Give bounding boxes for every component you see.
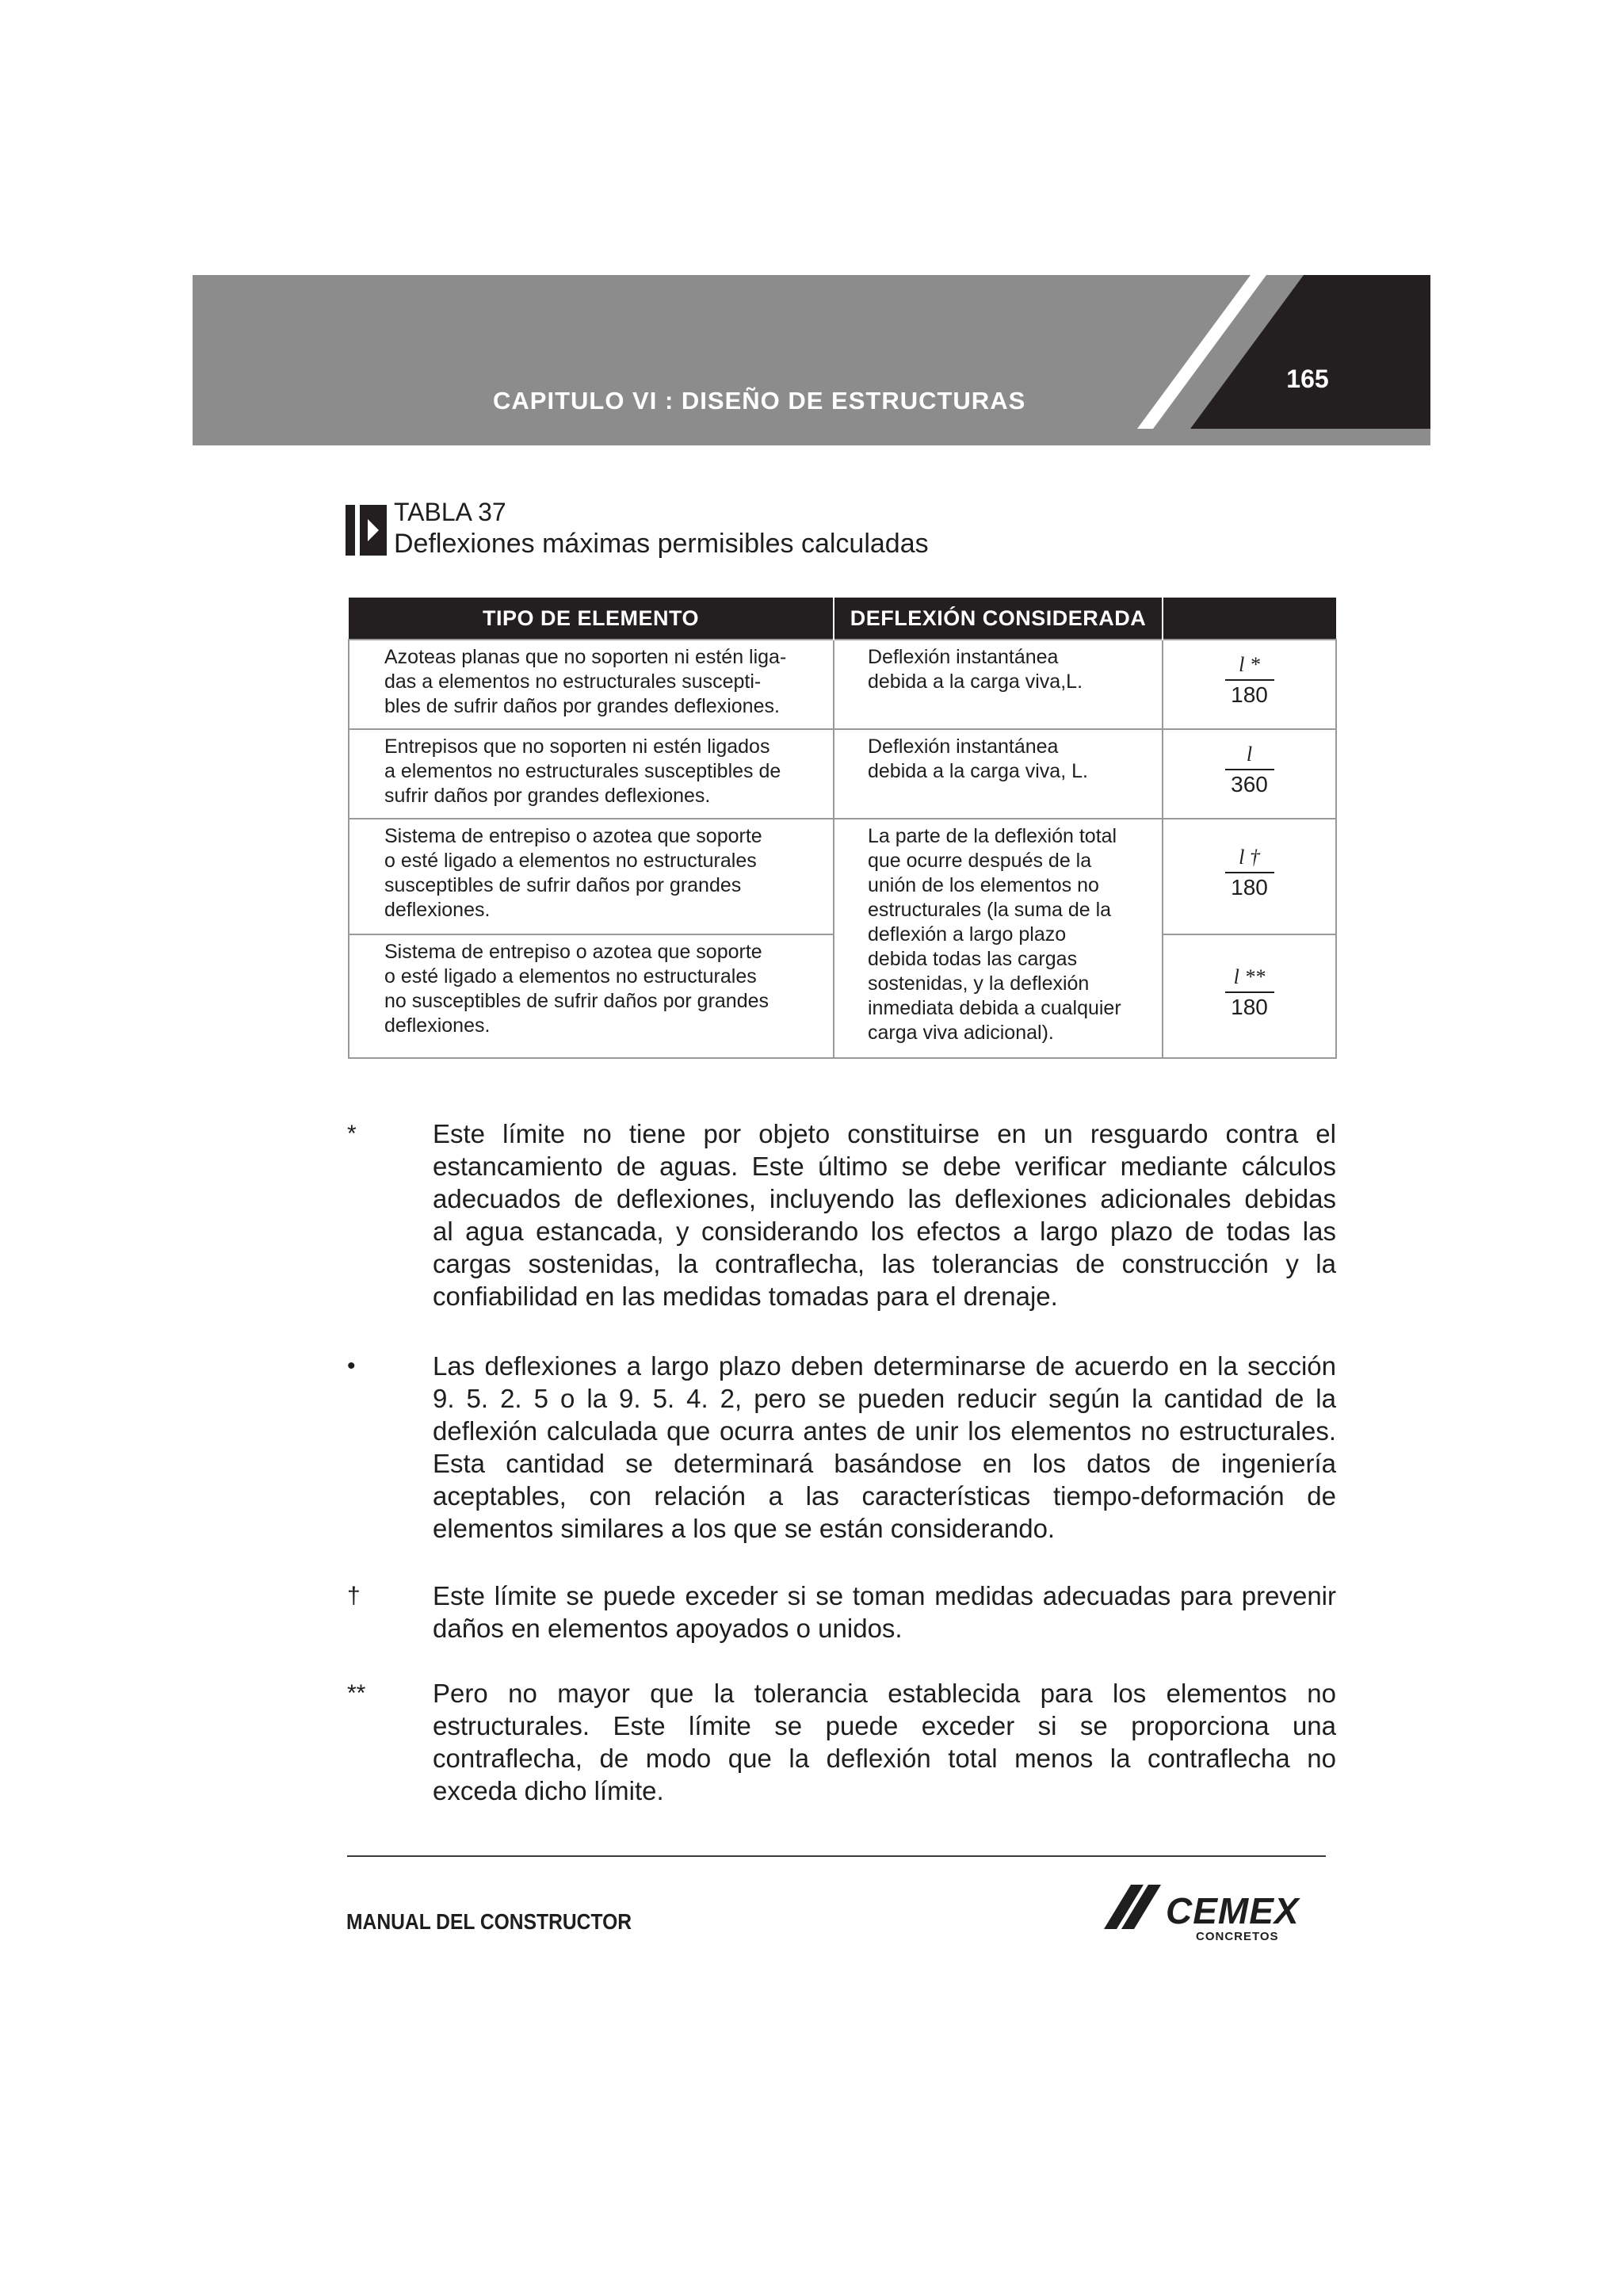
note-line: Las deflexiones a largo plazo deben determinarse de acuerdo en la sección [433,1351,1336,1381]
fraction-bar [1225,679,1274,681]
cell-line: debida a la carga viva,L. [868,670,1083,693]
fraction-denominator: 360 [1231,772,1268,797]
cell-line: sufrir daños por grandes deflexiones. [384,784,711,807]
note-line: cargas sostenidas, la contraflecha, las tolerancias de construcción y la [433,1249,1336,1278]
chapter-title: CAPITULO VI : DISEÑO DE ESTRUCTURAS [493,387,1026,415]
note-line: exceda dicho límite. [433,1776,664,1805]
cell-line: estructurales (la suma de la [868,898,1112,921]
fraction-denominator: 180 [1231,682,1268,708]
note-line: estancamiento de aguas. Este último se debe verificar mediante cálculos [433,1152,1336,1181]
header-limit [1163,598,1336,640]
cell-line: debida todas las cargas [868,947,1078,970]
cell-line: Azoteas planas que no soporten ni estén liga- [384,646,787,668]
cell-line: bles de sufrir daños por grandes deflexiones. [384,695,780,717]
note-line: confiabilidad en las medidas tomadas para el drenaje. [433,1282,1058,1311]
table-number: TABLA 37 [394,498,506,526]
footer-rule [347,1855,1326,1857]
fraction-bar [1225,991,1274,993]
note-line: estructurales. Este límite se puede exceder si se proporciona una [433,1711,1336,1740]
limit-fraction [1222,843,1277,904]
cell-line: La parte de la deflexión total [868,824,1117,847]
deflection-table [348,598,1337,1059]
deflection-cell [834,819,1163,1058]
note-line: al agua estancada, y considerando los efectos a largo plazo de todas las [433,1217,1336,1246]
note-line: deflexión calculada que ocurra antes de unir los elementos no estructurales. [433,1416,1336,1446]
fraction-denominator: 180 [1231,874,1268,900]
cell-line: deflexiones. [384,898,491,921]
note-line: contraflecha, de modo que la deflexión total menos la contraflecha no [433,1744,1336,1773]
note-line: Pero no mayor que la tolerancia establecida para los elementos no [433,1679,1336,1708]
fraction-bar [1225,769,1274,770]
cell-line: Sistema de entrepiso o azotea que soporte [384,824,762,847]
table-header-row [349,598,1336,640]
note-line: elementos similares a los que se están considerando. [433,1514,1056,1543]
element-cell [349,640,834,729]
page-number: 165 [1286,365,1329,393]
cell-line: inmediata debida a cualquier [868,996,1121,1019]
limit-cell [1163,640,1336,729]
limit-fraction [1222,740,1277,800]
cell-line: Sistema de entrepiso o azotea que soporte [384,940,762,963]
header-deflection: DEFLEXIÓN CONSIDERADA [834,598,1163,640]
limit-fraction [1222,963,1277,1023]
cell-line: o esté ligado a elementos no estructurales [384,849,757,872]
footnote-mark: • [347,1353,356,1379]
cemex-logo [1104,1875,1326,1943]
logo-subtitle: CONCRETOS [1196,1930,1279,1943]
footer-title: MANUAL DEL CONSTRUCTOR [346,1909,632,1934]
cell-line: das a elementos no estructurales suscepti- [384,670,762,693]
cell-line: Entrepisos que no soporten ni estén ligados [384,735,770,758]
deflection-cell [834,729,1163,819]
cell-line: deflexiones. [384,1014,491,1037]
cell-line: carga viva adicional). [868,1021,1054,1044]
cell-line: a elementos no estructurales susceptibles de [384,759,781,782]
header-element-type: TIPO DE ELEMENTO [349,598,834,640]
note-line: aceptables, con relación a las características tiempo-deformación de [433,1481,1336,1511]
header-dark-tab [1190,275,1430,429]
note-line: 9. 5. 2. 5 o la 9. 5. 4. 2, pero se pueden reducir según la cantidad de la [433,1384,1336,1413]
footnote-text [433,1677,1336,1807]
table-marker-icon [346,505,387,556]
footnote-double-asterisk [347,1677,1338,1812]
table-title: Deflexiones máximas permisibles calculadas [394,529,929,559]
table-row [349,819,1336,934]
note-line: daños en elementos apoyados o unidos. [433,1614,903,1643]
note-line: Este límite se puede exceder si se toman medidas adecuadas para prevenir [433,1581,1336,1610]
footnote-dagger [347,1580,1338,1651]
table-row [349,640,1336,729]
fraction-numerator: l † [1239,845,1260,869]
footnote-text [433,1350,1336,1545]
fraction-numerator: l * [1239,653,1260,677]
cell-line: susceptibles de sufrir daños por grandes [384,873,742,896]
cell-line: o esté ligado a elementos no estructurales [384,965,757,988]
element-cell [349,934,834,1058]
fraction-denominator: 180 [1231,994,1268,1019]
cell-line: sostenidas, y la deflexión [868,972,1090,995]
footnote-asterisk [347,1117,1338,1316]
footnote-text [433,1580,1336,1645]
footnote-bullet [347,1350,1338,1548]
cell-line: deflexión a largo plazo [868,923,1067,946]
logo-wordmark: CEMEX [1166,1890,1300,1931]
logo-slash-icon [1104,1883,1167,1931]
fraction-bar [1225,872,1274,873]
note-line: Este límite no tiene por objeto constituirse en un resguardo contra el [433,1119,1336,1148]
footnote-mark: ** [347,1680,366,1706]
cell-line: no susceptibles de sufrir daños por grandes [384,989,769,1012]
limit-fraction [1222,651,1277,711]
note-line: adecuados de deflexiones, incluyendo las deflexiones adicionales debidas [433,1184,1336,1213]
note-line: Esta cantidad se determinará basándose en los datos de ingeniería [433,1449,1336,1478]
limit-cell [1163,819,1336,934]
element-cell [349,819,834,934]
element-cell [349,729,834,819]
cell-line: Deflexión instantánea [868,735,1059,758]
table-row [349,729,1336,819]
deflection-cell [834,640,1163,729]
cell-line: unión de los elementos no [868,873,1099,896]
footnote-mark: † [347,1583,361,1609]
limit-cell [1163,934,1336,1058]
footnote-mark: * [347,1121,357,1147]
limit-cell [1163,729,1336,819]
cell-line: debida a la carga viva, L. [868,759,1088,782]
cell-line: que ocurre después de la [868,849,1092,872]
fraction-numerator: l [1246,743,1253,766]
cell-line: Deflexión instantánea [868,646,1059,668]
fraction-numerator: l ** [1233,965,1266,988]
footnote-text [433,1117,1336,1312]
